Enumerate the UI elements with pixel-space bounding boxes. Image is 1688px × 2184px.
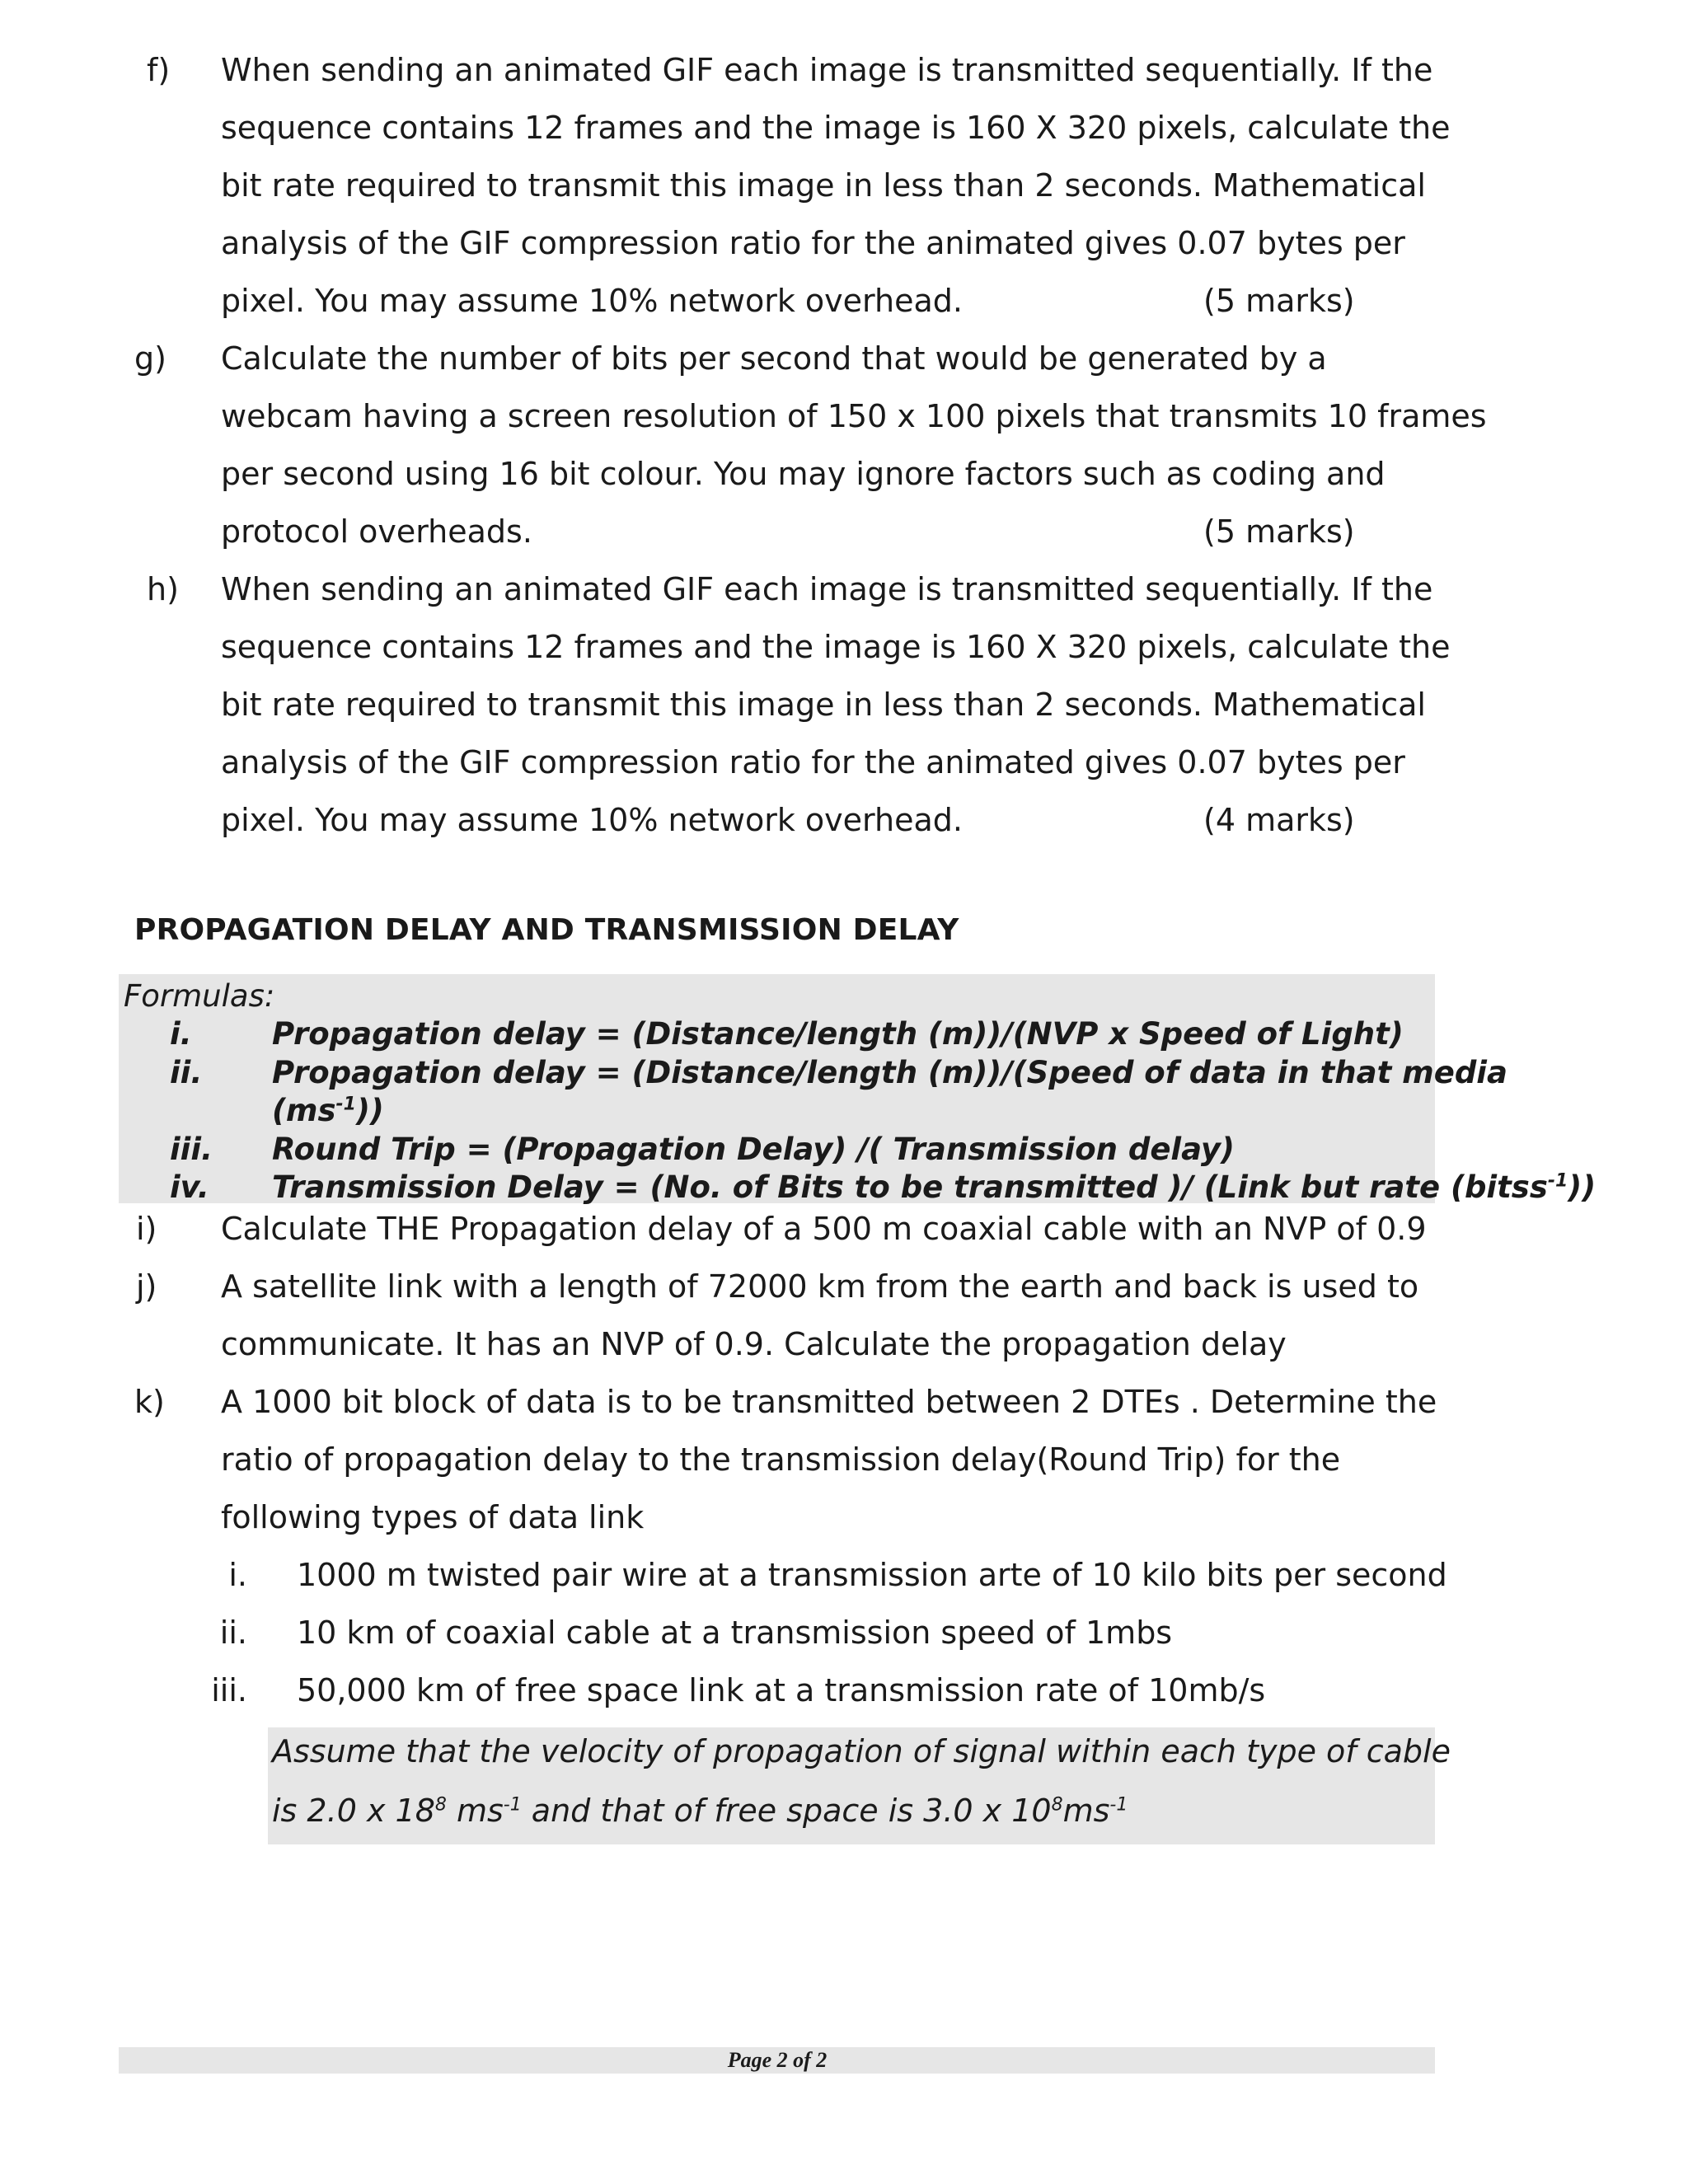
assumption-line: Assume that the velocity of propagation of signal within each type of cable xyxy=(272,1733,1451,1769)
formula-text: )) xyxy=(355,1093,384,1128)
question-line: A 1000 bit block of data is to be transmitted between 2 DTEs . Determine the xyxy=(221,1384,1437,1420)
subitem-number: ii. xyxy=(219,1615,247,1651)
question-label: k) xyxy=(134,1384,165,1420)
question-line: A satellite link with a length of 72000 km from the earth and back is used to xyxy=(221,1268,1419,1305)
formula-text: Propagation delay = (Distance/length (m))/(Speed of data in that media xyxy=(272,1055,1507,1090)
formula-text: )) xyxy=(1568,1169,1597,1205)
marks-label: (5 marks) xyxy=(1203,513,1355,550)
question-line: sequence contains 12 frames and the image is 160 X 320 pixels, calculate the xyxy=(221,629,1451,665)
superscript: -1 xyxy=(335,1094,356,1115)
formula-number: iv. xyxy=(170,1169,209,1205)
superscript: -1 xyxy=(503,1794,522,1816)
marks-label: (4 marks) xyxy=(1203,802,1355,838)
question-label: j) xyxy=(136,1268,157,1305)
question-label: g) xyxy=(134,340,166,377)
assumption-text: and that of free space is 3.0 x 10 xyxy=(521,1793,1052,1829)
question-label: f) xyxy=(147,52,171,88)
question-line: following types of data link xyxy=(221,1499,645,1535)
superscript: 8 xyxy=(434,1794,447,1816)
question-label: i) xyxy=(136,1211,157,1247)
question-line: webcam having a screen resolution of 150 x 100 pixels that transmits 10 frames xyxy=(221,398,1487,434)
formula-text: Propagation delay = (Distance/length (m))/(NVP x Speed of Light) xyxy=(272,1016,1404,1052)
section-heading: PROPAGATION DELAY AND TRANSMISSION DELAY xyxy=(134,913,959,947)
formula-text: Transmission Delay = (No. of Bits to be transmitted )/ (Link but rate (bitss xyxy=(272,1169,1548,1205)
assumption-line xyxy=(272,1782,1128,1840)
subitem-text: 1000 m twisted pair wire at a transmission arte of 10 kilo bits per second xyxy=(297,1557,1447,1593)
superscript: -1 xyxy=(1109,1794,1128,1816)
question-line: Calculate the number of bits per second that would be generated by a xyxy=(221,340,1327,377)
question-line: analysis of the GIF compression ratio for the animated gives 0.07 bytes per xyxy=(221,225,1405,261)
formulas-title: Formulas: xyxy=(124,978,275,1014)
formula-number: iii. xyxy=(170,1132,213,1167)
subitem-text: 50,000 km of free space link at a transmission rate of 10mb/s xyxy=(297,1672,1266,1708)
assumption-text: ms xyxy=(446,1793,504,1829)
question-line: protocol overheads. xyxy=(221,513,532,550)
question-line: pixel. You may assume 10% network overhead. xyxy=(221,802,963,838)
question-line: per second using 16 bit colour. You may ignore factors such as coding and xyxy=(221,456,1386,492)
assumption-text: is 2.0 x 18 xyxy=(272,1793,435,1829)
subitem-text: 10 km of coaxial cable at a transmission speed of 1mbs xyxy=(297,1615,1173,1651)
question-line: communicate. It has an NVP of 0.9. Calculate the propagation delay xyxy=(221,1326,1287,1362)
question-label: h) xyxy=(147,571,179,607)
marks-label: (5 marks) xyxy=(1203,283,1355,319)
question-line: analysis of the GIF compression ratio for the animated gives 0.07 bytes per xyxy=(221,744,1405,780)
superscript: -1 xyxy=(1547,1170,1568,1192)
formula-text: (ms xyxy=(272,1093,336,1128)
question-line: pixel. You may assume 10% network overhead. xyxy=(221,283,963,319)
question-line: bit rate required to transmit this image in less than 2 seconds. Mathematical xyxy=(221,167,1426,204)
question-line: When sending an animated GIF each image is transmitted sequentially. If the xyxy=(221,571,1433,607)
question-line: Calculate THE Propagation delay of a 500 m coaxial cable with an NVP of 0.9 xyxy=(221,1211,1427,1247)
question-line: bit rate required to transmit this image in less than 2 seconds. Mathematical xyxy=(221,687,1426,723)
question-line: When sending an animated GIF each image is transmitted sequentially. If the xyxy=(221,52,1433,88)
assumption-text: ms xyxy=(1062,1793,1110,1829)
formula-number: ii. xyxy=(170,1055,203,1090)
formula-text: Round Trip = (Propagation Delay) /( Transmission delay) xyxy=(272,1132,1235,1167)
formula-number: i. xyxy=(170,1016,192,1052)
subitem-number: i. xyxy=(228,1557,247,1593)
superscript: 8 xyxy=(1051,1794,1063,1816)
page-number: Page 2 of 2 xyxy=(727,2048,828,2072)
subitem-number: iii. xyxy=(211,1672,247,1708)
question-line: sequence contains 12 frames and the image is 160 X 320 pixels, calculate the xyxy=(221,110,1451,146)
question-line: ratio of propagation delay to the transmission delay(Round Trip) for the xyxy=(221,1441,1341,1478)
